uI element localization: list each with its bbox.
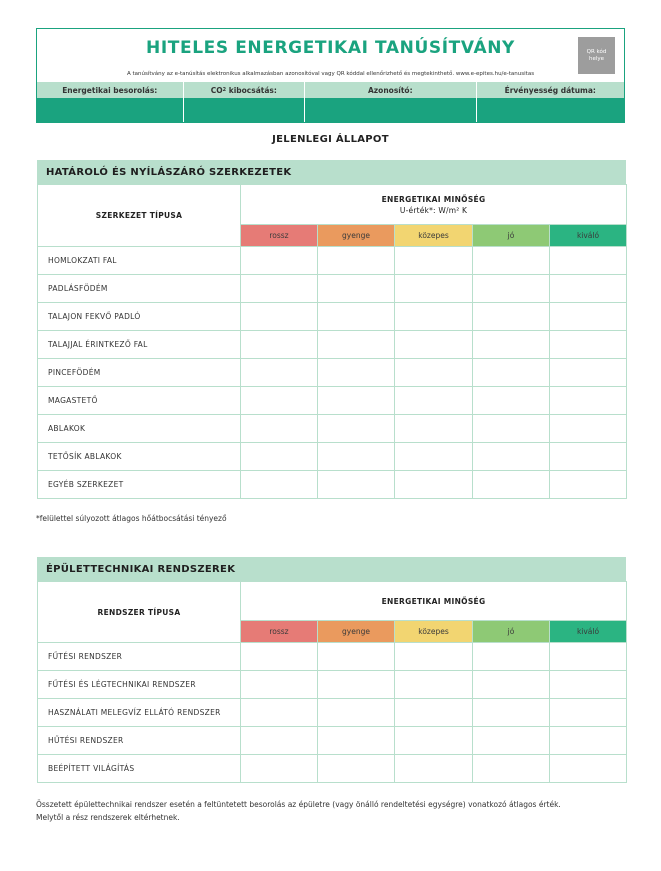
rating-cell — [241, 303, 318, 331]
row-label: PINCEFÖDÉM — [38, 359, 241, 387]
rating-cell — [550, 471, 627, 499]
rating-cell — [318, 755, 395, 783]
rating-cell — [473, 387, 550, 415]
rating-cell — [473, 671, 550, 699]
verification-note: A tanúsítvány az e-tanúsítás elektronikus alkalmazásban azonosítóval vagy QR kóddal ellenőrizhető és megtekinthető. www.e-epites.hu/e-tanusitas — [126, 71, 535, 77]
rating-cell — [241, 331, 318, 359]
row-label: FŰTÉSI RENDSZER — [38, 643, 241, 671]
table-row — [38, 247, 627, 275]
rating-cell — [241, 415, 318, 443]
rating-cell — [473, 755, 550, 783]
structures-title: HATÁROLÓ ÉS NYÍLÁSZÁRÓ SZERKEZETEK — [37, 160, 626, 184]
rating-cell — [395, 727, 473, 755]
rating-cell — [473, 471, 550, 499]
systems-footnote — [36, 798, 561, 824]
rating-cell — [241, 643, 318, 671]
grade-rossz: rossz — [241, 225, 318, 247]
rating-cell — [241, 755, 318, 783]
co2-suffix: kibocsátás: — [226, 85, 277, 95]
rating-cell — [318, 359, 395, 387]
rating-cell — [318, 643, 395, 671]
table-row — [38, 671, 627, 699]
row-label: HŰTÉSI RENDSZER — [38, 727, 241, 755]
grade-kozepes: közepes — [395, 621, 473, 643]
current-state-heading: JELENLEGI ÁLLAPOT — [272, 134, 389, 145]
rating-cell — [395, 359, 473, 387]
grade-jo: jó — [473, 621, 550, 643]
rating-cell — [473, 643, 550, 671]
header-values-row — [37, 98, 624, 122]
table-row — [38, 331, 627, 359]
row-label: HASZNÁLATI MELEGVÍZ ELLÁTÓ RENDSZER — [38, 699, 241, 727]
qr-code-placeholder — [578, 37, 615, 74]
rating-cell — [241, 387, 318, 415]
systems-footnote-line2: Melytől a rész rendszerek eltérhetnek. — [36, 813, 180, 822]
structures-table — [37, 184, 627, 499]
rating-cell — [241, 443, 318, 471]
rating-cell — [395, 471, 473, 499]
row-label: TALAJJAL ÉRINTKEZŐ FAL — [38, 331, 241, 359]
grade-kivalo: kiváló — [550, 225, 627, 247]
table-row — [38, 755, 627, 783]
row-label: HOMLOKZATI FAL — [38, 247, 241, 275]
row-label: BEÉPÍTETT VILÁGÍTÁS — [38, 755, 241, 783]
table-row — [38, 387, 627, 415]
rating-cell — [241, 671, 318, 699]
rating-cell — [473, 303, 550, 331]
id-value-field — [305, 98, 476, 122]
table-row — [38, 471, 627, 499]
grade-gyenge: gyenge — [318, 225, 395, 247]
structures-quality-header — [241, 185, 627, 225]
table-row — [38, 359, 627, 387]
table-row — [38, 727, 627, 755]
rating-cell — [550, 727, 627, 755]
rating-cell — [395, 303, 473, 331]
rating-cell — [395, 331, 473, 359]
rating-cell — [473, 247, 550, 275]
rating-cell — [241, 275, 318, 303]
header-fields-row — [37, 82, 624, 98]
rating-cell — [395, 643, 473, 671]
row-label: MAGASTETŐ — [38, 387, 241, 415]
co2-subscript: 2 — [222, 87, 227, 93]
rating-cell — [395, 415, 473, 443]
rating-cell — [395, 699, 473, 727]
certificate-title: HITELES ENERGETIKAI TANÚSÍTVÁNY — [146, 38, 515, 58]
structure-type-header: SZERKEZET TÍPUSA — [38, 185, 241, 247]
rating-cell — [395, 247, 473, 275]
grade-kivalo: kiváló — [550, 621, 627, 643]
rating-cell — [318, 247, 395, 275]
table-row — [38, 443, 627, 471]
row-label: FŰTÉSI ÉS LÉGTECHNIKAI RENDSZER — [38, 671, 241, 699]
rating-cell — [241, 247, 318, 275]
rating-value-field — [37, 98, 184, 122]
rating-cell — [318, 415, 395, 443]
rating-cell — [550, 643, 627, 671]
row-label: TETŐSÍK ABLAKOK — [38, 443, 241, 471]
rating-cell — [473, 331, 550, 359]
rating-cell — [395, 755, 473, 783]
table-row — [38, 303, 627, 331]
rating-cell — [241, 359, 318, 387]
co2-prefix: CO — [210, 85, 223, 95]
systems-panel — [37, 557, 626, 783]
rating-cell — [318, 275, 395, 303]
rating-cell — [241, 699, 318, 727]
grade-jo: jó — [473, 225, 550, 247]
validity-value-field — [477, 98, 625, 122]
grade-gyenge: gyenge — [318, 621, 395, 643]
certificate-header — [36, 28, 625, 123]
table-row — [38, 275, 627, 303]
rating-cell — [550, 247, 627, 275]
rating-cell — [473, 275, 550, 303]
rating-cell — [318, 727, 395, 755]
rating-cell — [473, 727, 550, 755]
rating-cell — [473, 359, 550, 387]
rating-cell — [550, 387, 627, 415]
rating-cell — [550, 331, 627, 359]
system-type-header: RENDSZER TÍPUSA — [38, 582, 241, 643]
rating-cell — [550, 671, 627, 699]
row-label: TALAJON FEKVŐ PADLÓ — [38, 303, 241, 331]
rating-cell — [318, 331, 395, 359]
rating-cell — [395, 387, 473, 415]
rating-cell — [318, 471, 395, 499]
rating-cell — [473, 699, 550, 727]
systems-footnote-line1: Összetett épülettechnikai rendszer esetén a feltüntetett besorolás az épületre (vagy önálló rendeltetési egységre) vonatkozó átlagos érték. — [36, 800, 561, 809]
grade-kozepes: közepes — [395, 225, 473, 247]
table-row — [38, 415, 627, 443]
rating-cell — [550, 699, 627, 727]
rating-cell — [395, 275, 473, 303]
systems-quality-header: ENERGETIKAI MINŐSÉG — [241, 582, 627, 621]
structures-quality-title: ENERGETIKAI MINŐSÉG — [381, 194, 486, 204]
qr-placeholder-label: QR kód helye — [586, 48, 607, 62]
grade-rossz: rossz — [241, 621, 318, 643]
co2-label — [184, 82, 306, 98]
rating-cell — [318, 387, 395, 415]
structures-rows — [38, 247, 627, 499]
rating-cell — [318, 443, 395, 471]
row-label: PADLÁSFÖDÉM — [38, 275, 241, 303]
structures-panel — [37, 160, 626, 499]
rating-cell — [318, 699, 395, 727]
rating-cell — [241, 471, 318, 499]
rating-cell — [550, 415, 627, 443]
id-label: Azonosító: — [305, 82, 476, 98]
rating-cell — [473, 443, 550, 471]
row-label: EGYÉB SZERKEZET — [38, 471, 241, 499]
rating-cell — [395, 671, 473, 699]
systems-title: ÉPÜLETTECHNIKAI RENDSZEREK — [37, 557, 626, 581]
rating-cell — [395, 443, 473, 471]
table-row — [38, 643, 627, 671]
u-value-footnote: *felülettel súlyozott átlagos hőátbocsátási tényező — [36, 514, 227, 523]
u-value-unit: U-érték*: W/m² K — [399, 205, 468, 215]
rating-cell — [550, 443, 627, 471]
row-label: ABLAKOK — [38, 415, 241, 443]
co2-value-field — [184, 98, 306, 122]
rating-cell — [550, 755, 627, 783]
table-row — [38, 699, 627, 727]
rating-label: Energetikai besorolás: — [37, 82, 184, 98]
validity-label: Érvényesség dátuma: — [477, 82, 625, 98]
rating-cell — [473, 415, 550, 443]
rating-cell — [318, 671, 395, 699]
rating-cell — [550, 303, 627, 331]
systems-rows — [38, 643, 627, 783]
rating-cell — [241, 727, 318, 755]
systems-table — [37, 581, 627, 783]
rating-cell — [550, 275, 627, 303]
rating-cell — [318, 303, 395, 331]
rating-cell — [550, 359, 627, 387]
